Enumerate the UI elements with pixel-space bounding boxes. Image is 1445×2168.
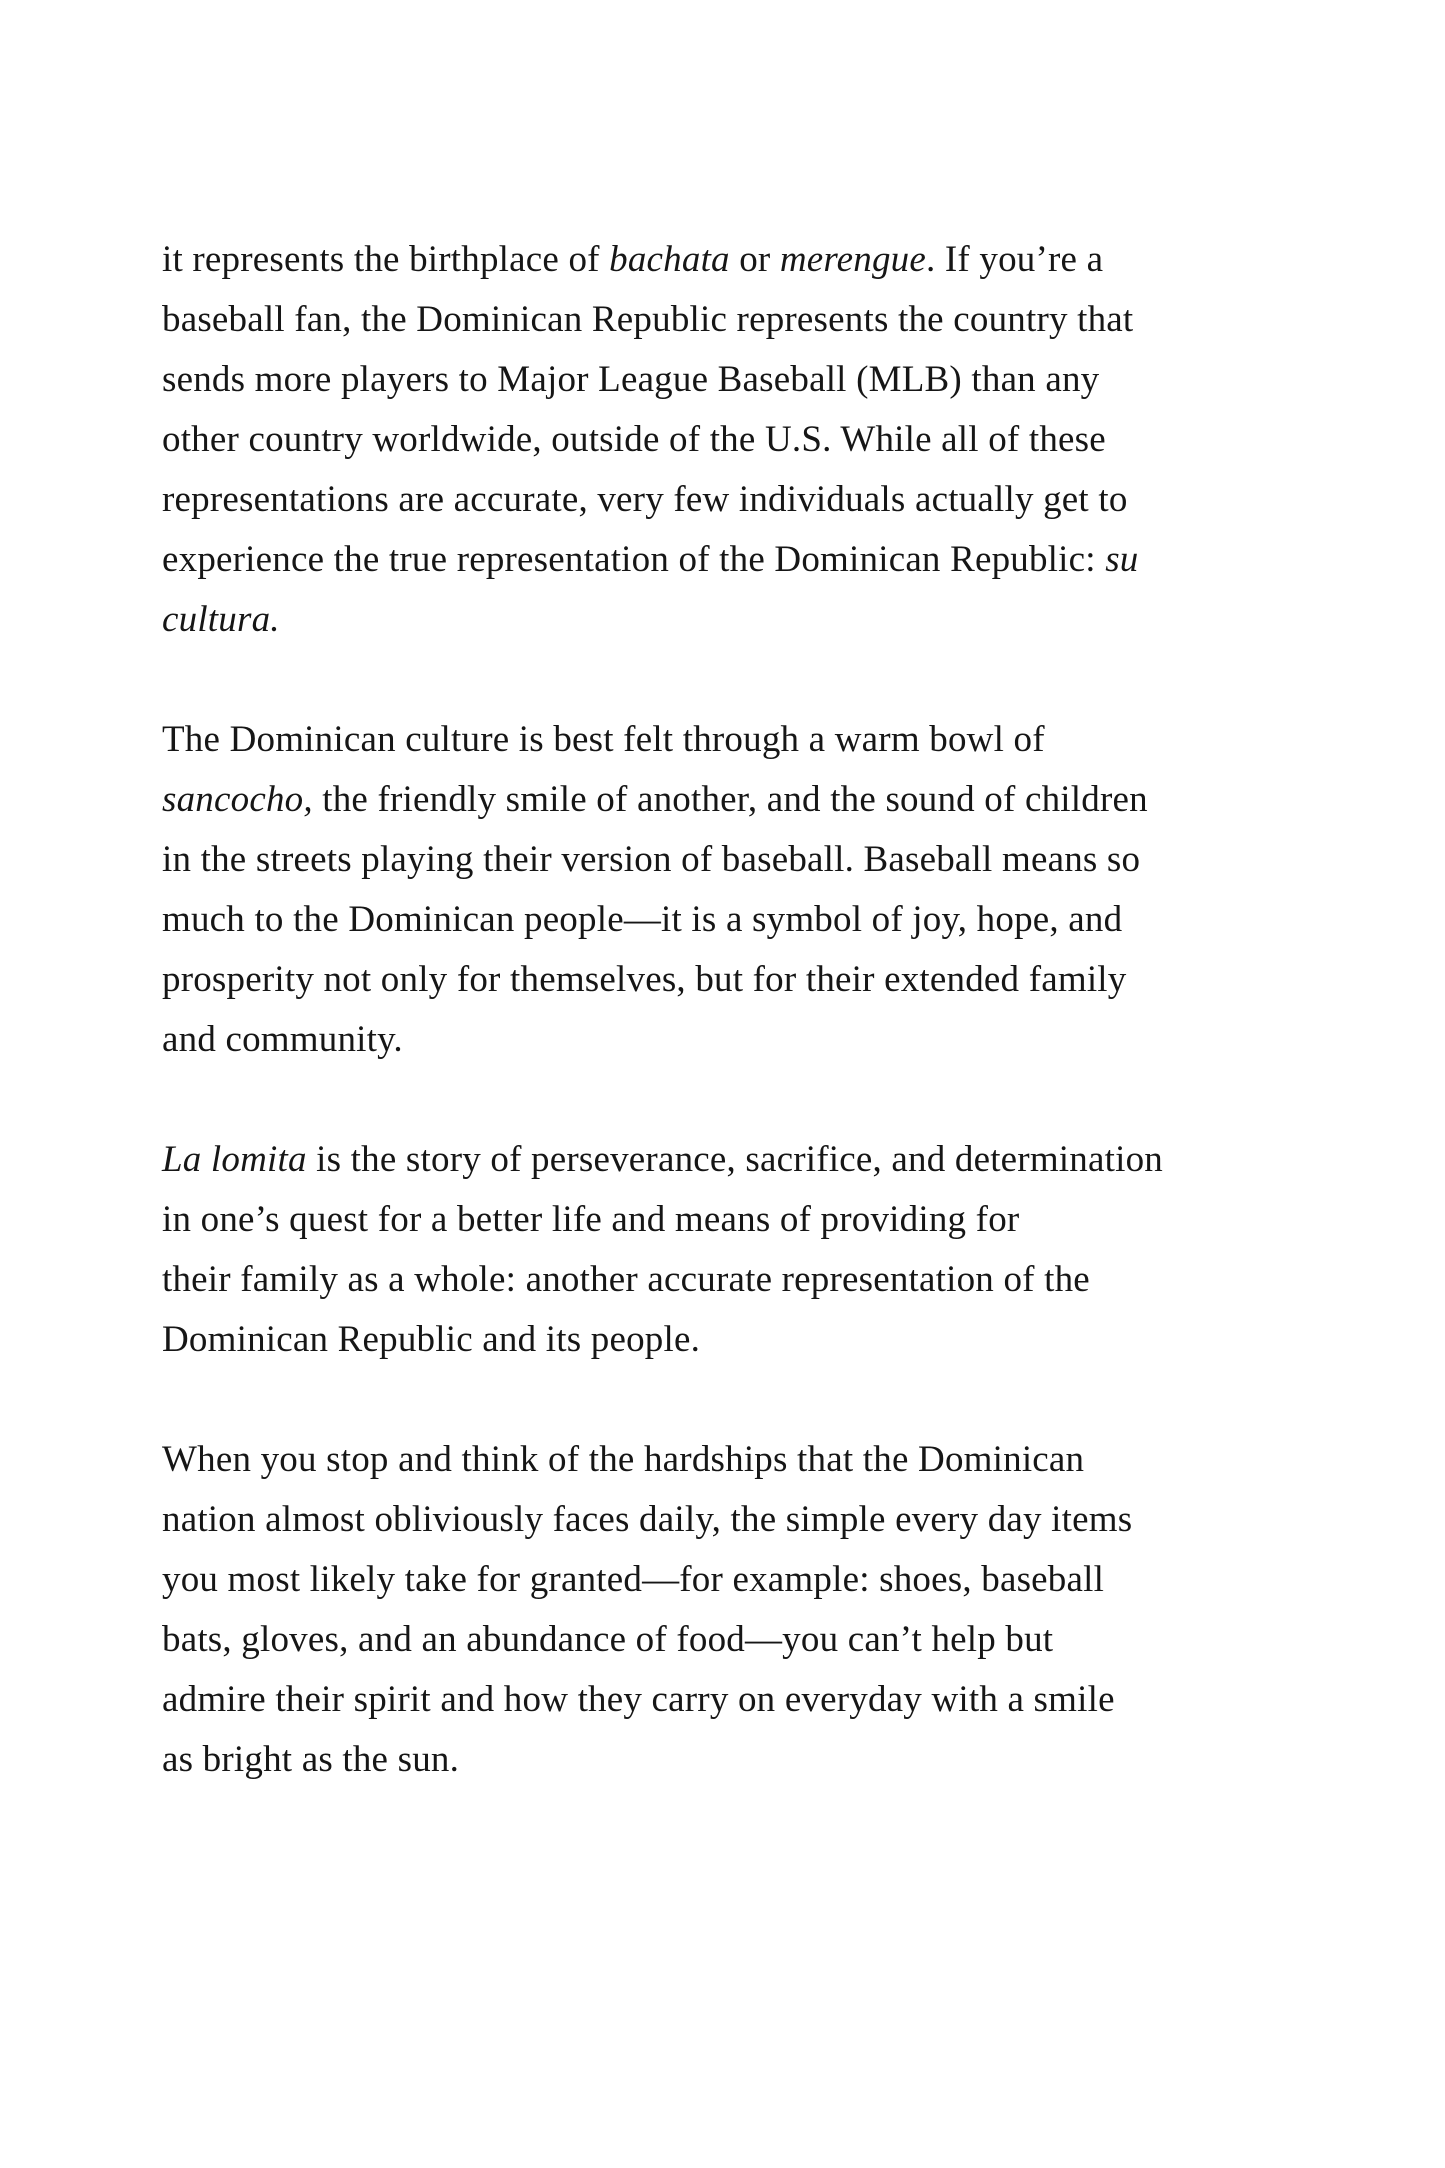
text-line bbox=[162, 1610, 1362, 1670]
text-run: admire their spirit and how they carry on everyday with a smile bbox=[162, 1679, 1115, 1720]
text-run: sends more players to Major League Baseball (MLB) than any bbox=[162, 359, 1100, 400]
text-line bbox=[162, 710, 1362, 770]
paragraph bbox=[162, 230, 1362, 650]
text-run: as bright as the sun. bbox=[162, 1739, 460, 1780]
text-line bbox=[162, 1130, 1362, 1190]
text-run: it represents the birthplace of bbox=[162, 239, 610, 280]
italic-text-run: sancocho, bbox=[162, 779, 313, 820]
text-run: bats, gloves, and an abundance of food—you can’t help but bbox=[162, 1619, 1054, 1660]
text-run: their family as a whole: another accurate representation of the bbox=[162, 1259, 1090, 1300]
paragraph bbox=[162, 710, 1362, 1070]
text-line bbox=[162, 890, 1362, 950]
text-line bbox=[162, 230, 1362, 290]
text-run: baseball fan, the Dominican Republic represents the country that bbox=[162, 299, 1134, 340]
text-line bbox=[162, 1310, 1362, 1370]
text-line bbox=[162, 1190, 1362, 1250]
text-line bbox=[162, 950, 1362, 1010]
text-run: much to the Dominican people—it is a symbol of joy, hope, and bbox=[162, 899, 1123, 940]
text-line bbox=[162, 1010, 1362, 1070]
text-line bbox=[162, 1550, 1362, 1610]
text-run: or bbox=[729, 239, 780, 280]
text-run: and community. bbox=[162, 1019, 403, 1060]
text-run: other country worldwide, outside of the U.S. While all of these bbox=[162, 419, 1106, 460]
text-line bbox=[162, 1670, 1362, 1730]
text-run: The Dominican culture is best felt through a warm bowl of bbox=[162, 719, 1045, 760]
text-line bbox=[162, 770, 1362, 830]
italic-text-run: bachata bbox=[609, 239, 730, 280]
text-run: nation almost obliviously faces daily, the simple every day items bbox=[162, 1499, 1133, 1540]
text-run: Dominican Republic and its people. bbox=[162, 1319, 701, 1360]
text-line bbox=[162, 830, 1362, 890]
paragraph bbox=[162, 1130, 1362, 1370]
text-line bbox=[162, 530, 1362, 590]
paragraph bbox=[162, 1430, 1362, 1790]
text-run: the friendly smile of another, and the sound of children bbox=[312, 779, 1148, 820]
text-run: When you stop and think of the hardships that the Dominican bbox=[162, 1439, 1085, 1480]
italic-text-run: merengue bbox=[779, 239, 927, 280]
italic-text-run: La lomita bbox=[162, 1139, 307, 1180]
text-run: prosperity not only for themselves, but for their extended family bbox=[162, 959, 1127, 1000]
text-run: is the story of perseverance, sacrifice, and determination bbox=[306, 1139, 1163, 1180]
text-line bbox=[162, 410, 1362, 470]
text-run: you most likely take for granted—for example: shoes, baseball bbox=[162, 1559, 1105, 1600]
italic-text-run: cultura. bbox=[162, 599, 280, 640]
italic-text-run: su bbox=[1105, 539, 1139, 580]
page-text-block bbox=[162, 230, 1362, 1790]
text-line bbox=[162, 290, 1362, 350]
text-line bbox=[162, 1730, 1362, 1790]
text-line bbox=[162, 1490, 1362, 1550]
text-run: experience the true representation of the Dominican Republic: bbox=[162, 539, 1106, 580]
text-line bbox=[162, 350, 1362, 410]
text-run: representations are accurate, very few individuals actually get to bbox=[162, 479, 1128, 520]
text-run: in the streets playing their version of baseball. Baseball means so bbox=[162, 839, 1141, 880]
text-line bbox=[162, 590, 1362, 650]
text-line bbox=[162, 1430, 1362, 1490]
text-run: . If you’re a bbox=[926, 239, 1104, 280]
text-run: in one’s quest for a better life and means of providing for bbox=[162, 1199, 1020, 1240]
text-line bbox=[162, 1250, 1362, 1310]
text-line bbox=[162, 470, 1362, 530]
